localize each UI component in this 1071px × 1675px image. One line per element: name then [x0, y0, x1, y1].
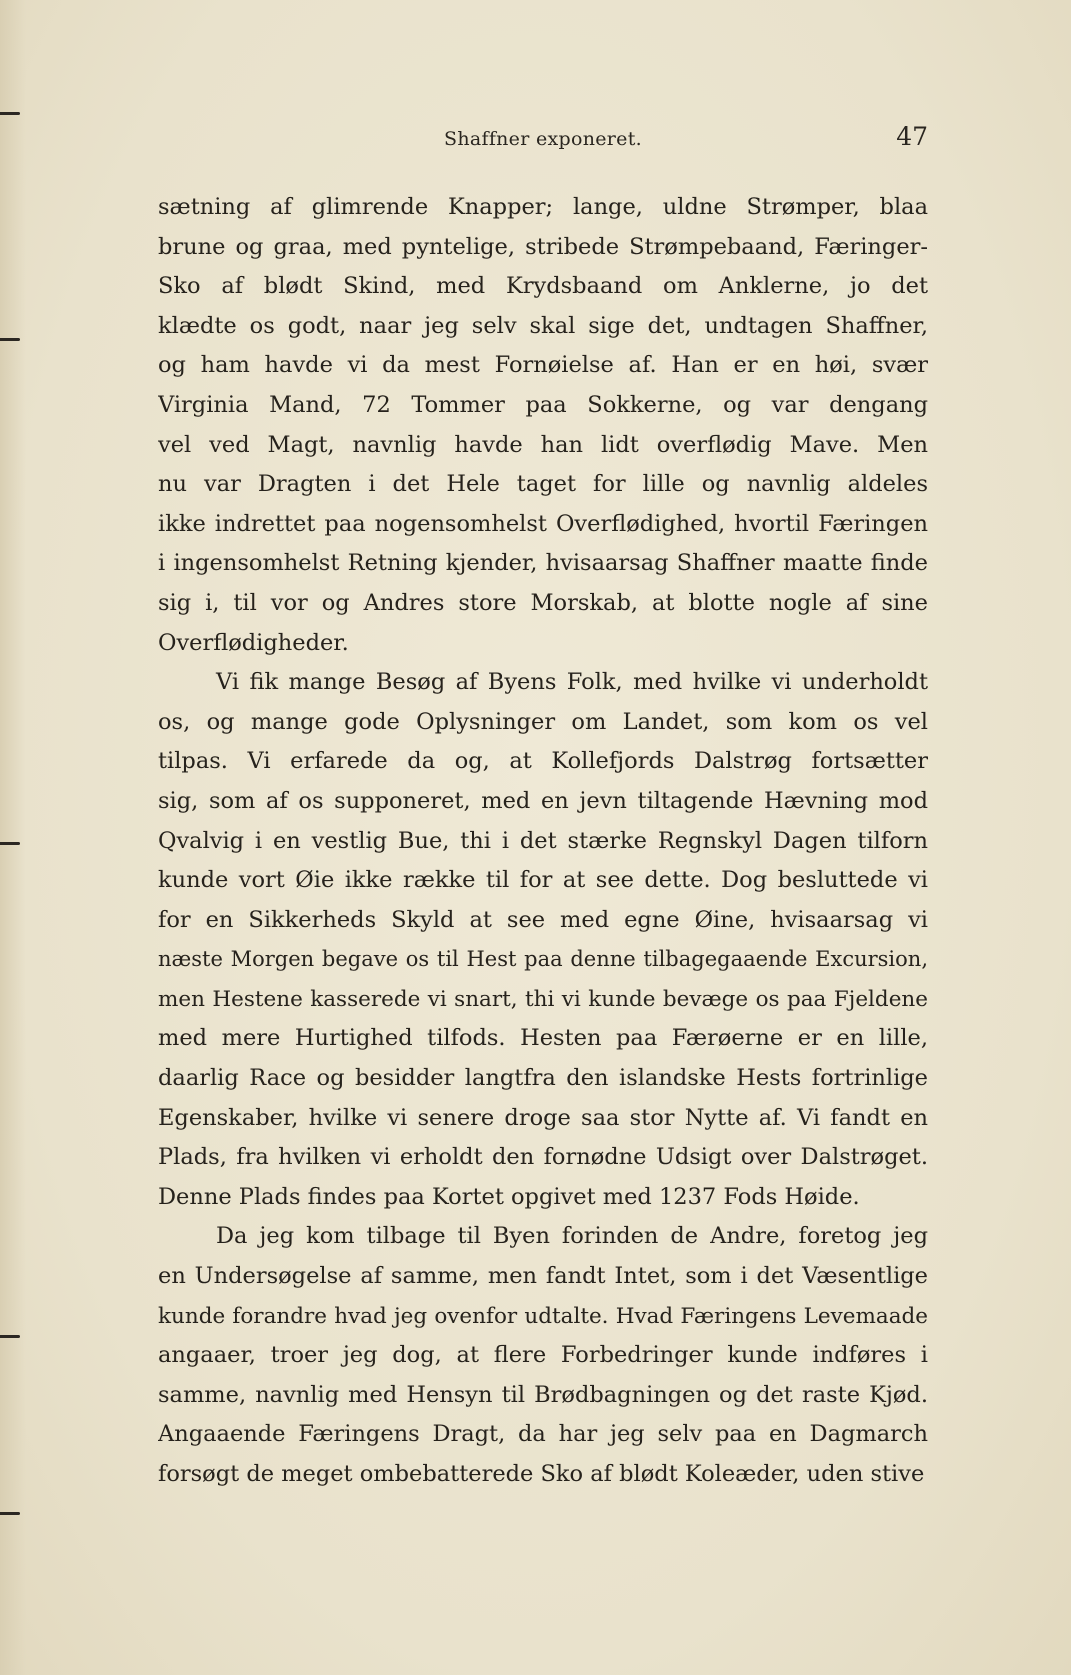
text-line: Da jeg kom tilbage til Byen forinden de Andre, foretog jeg: [216, 1223, 928, 1250]
text-line: tilpas. Vi erfarede da og, at Kollefjords Dalstrøg fortsætter: [158, 748, 928, 775]
text-line: forsøgt de meget ombebatterede Sko af blødt Koleæder, uden stive: [158, 1461, 925, 1487]
text-line: sig i, til vor og Andres store Morskab, at blotte nogle af sine: [158, 589, 928, 616]
text-line: en Undersøgelse af samme, men fandt Intet, som i det Væsentlige: [158, 1263, 928, 1290]
text-line: Plads, fra hvilken vi erholdt den fornødne Udsigt over Dalstrøget.: [158, 1144, 928, 1171]
text-line: kunde forandre hvad jeg ovenfor udtalte. Hvad Færingens Levemaade: [158, 1303, 928, 1329]
text-line: sig, som af os supponeret, med en jevn tiltagende Hævning mod: [158, 787, 928, 814]
text-line: brune og graa, med pyntelige, stribede Strømpebaand, Færinger-: [158, 233, 928, 260]
text-line: samme, navnlig med Hensyn til Brødbagningen og det raste Kjød.: [158, 1381, 928, 1408]
text-line: Virginia Mand, 72 Tommer paa Sokkerne, og var dengang: [158, 391, 928, 418]
page-edge-shadow: [0, 0, 26, 1675]
paragraph: [158, 188, 928, 663]
text-line: men Hestene kasserede vi snart, thi vi kunde bevæge os paa Fjeldene: [158, 986, 928, 1012]
page-number: 47: [896, 122, 928, 151]
text-line: for en Sikkerheds Skyld at see med egne Øine, hvisaarsag vi: [158, 906, 928, 933]
page-header: [158, 122, 928, 162]
text-line: daarlig Race og besidder langtfra den islandske Hests fortrinlige: [158, 1065, 928, 1092]
running-title: Shaffner exponeret.: [444, 128, 642, 150]
text-line: nu var Dragten i det Hele taget for lille og navnlig aldeles: [158, 471, 928, 498]
text-line: ikke indrettet paa nogensomhelst Overflødighed, hvortil Færingen: [158, 510, 928, 537]
text-line: os, og mange gode Oplysninger om Landet, som kom os vel: [158, 708, 928, 735]
text-line: Denne Plads findes paa Kortet opgivet med 1237 Fods Høide.: [158, 1183, 860, 1210]
text-line: sætning af glimrende Knapper; lange, uldne Strømper, blaa: [158, 194, 928, 220]
text-line: Overflødigheder.: [158, 629, 349, 656]
margin-mark: [0, 338, 20, 341]
paragraph: [158, 1217, 928, 1494]
text-line: i ingensomhelst Retning kjender, hvisaarsag Shaffner maatte finde: [158, 550, 928, 577]
text-line: Sko af blødt Skind, med Krydsbaand om Anklerne, jo det: [158, 273, 928, 300]
text-line: vel ved Magt, navnlig havde han lidt overflødig Mave. Men: [158, 431, 928, 458]
paragraph: [158, 663, 928, 1217]
text-line: Vi fik mange Besøg af Byens Folk, med hvilke vi underholdt: [216, 669, 928, 696]
margin-mark: [0, 842, 20, 845]
text-line: angaaer, troer jeg dog, at flere Forbedringer kunde indføres i: [158, 1342, 928, 1369]
text-line: Angaaende Færingens Dragt, da har jeg selv paa en Dagmarch: [158, 1421, 928, 1448]
text-line: Qvalvig i en vestlig Bue, thi i det stærke Regnskyl Dagen tilforn: [158, 827, 928, 854]
margin-mark: [0, 112, 20, 115]
text-line: klædte os godt, naar jeg selv skal sige det, undtagen Shaffner,: [158, 312, 928, 339]
body-text: [158, 188, 928, 1495]
text-line: med mere Hurtighed tilfods. Hesten paa Færøerne er en lille,: [158, 1025, 928, 1052]
margin-mark: [0, 1335, 20, 1338]
text-line: Egenskaber, hvilke vi senere droge saa stor Nytte af. Vi fandt en: [158, 1104, 928, 1131]
text-line: næste Morgen begave os til Hest paa denne tilbagegaaende Excursion,: [158, 947, 928, 972]
margin-mark: [0, 1512, 20, 1515]
text-line: og ham havde vi da mest Fornøielse af. Han er en høi, svær: [158, 352, 928, 379]
text-line: kunde vort Øie ikke række til for at see dette. Dog besluttede vi: [158, 867, 928, 894]
